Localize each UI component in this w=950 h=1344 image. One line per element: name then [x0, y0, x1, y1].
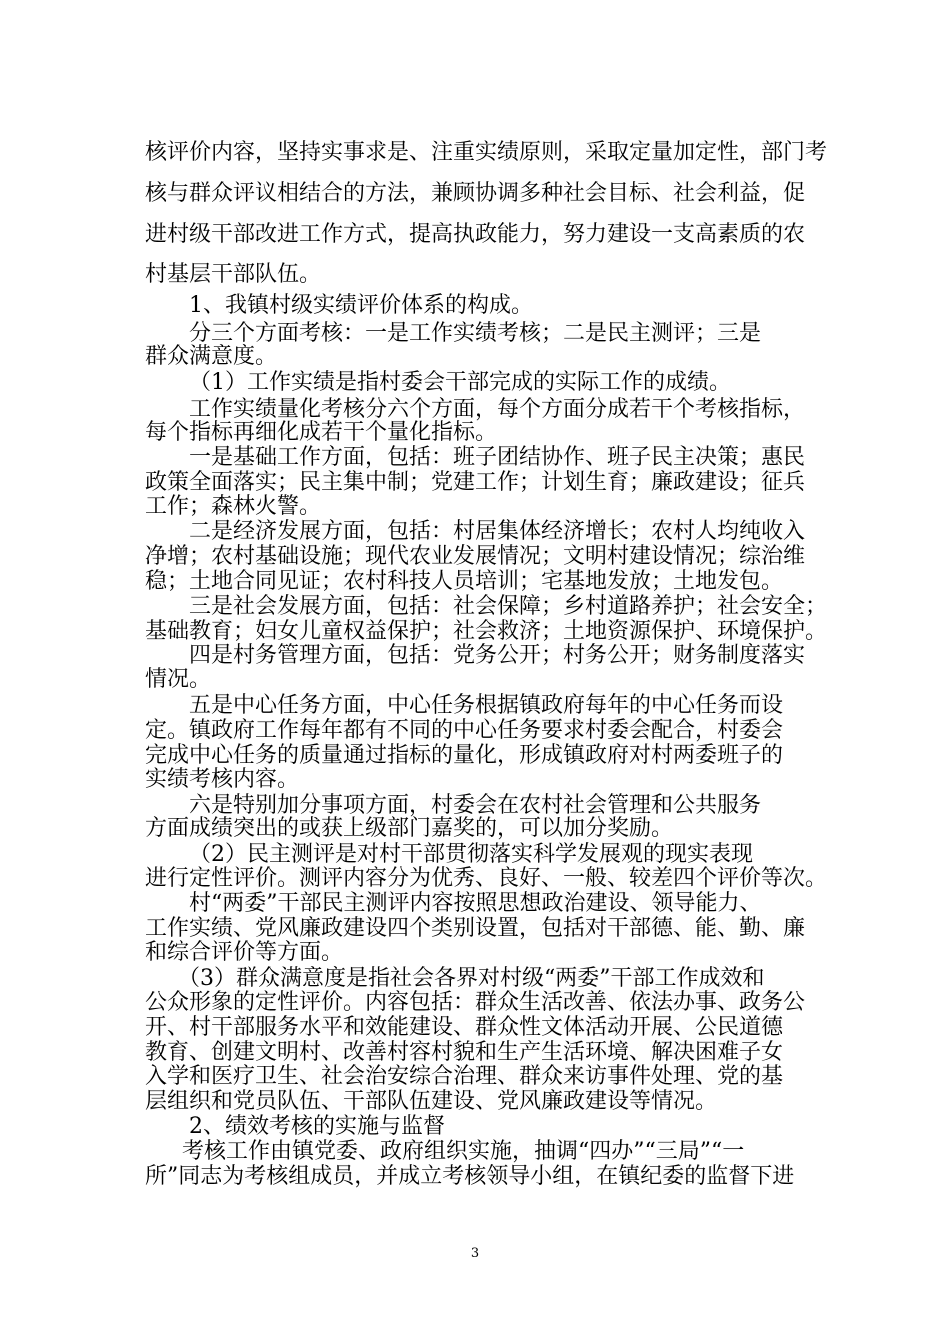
line-text: 开、村干部服务水平和效能建设、群众性文体活动开展、公民道德 [145, 1015, 784, 1040]
text-line [0, 966, 950, 992]
line-text: 所”同志为考核组成员，并成立考核领导小组，在镇纪委的监督下进 [145, 1164, 795, 1189]
text-line [0, 643, 950, 669]
text-line [0, 470, 950, 496]
text-line [0, 1164, 950, 1190]
text-line [0, 222, 950, 248]
line-text: 层组织和党员队伍、干部队伍建设、党风廉政建设等情况。 [145, 1089, 718, 1114]
line-text: 政策全面落实；民主集中制；党建工作；计划生育；廉政建设；征兵 [145, 470, 806, 495]
line-text: 情况。 [145, 667, 212, 692]
line-text: 进村级干部改进工作方式，提高执政能力，努力建设一支高素质的农 [145, 222, 806, 247]
line-text: 定。镇政府工作每年都有不同的中心任务要求村委会配合，村委会 [145, 718, 784, 743]
line-text: 稳；土地合同见证；农村科技人员培训；宅基地发放；土地发包。 [145, 569, 784, 594]
line-text: 分三个方面考核：一是工作实绩考核；二是民主测评；三是 [189, 321, 762, 346]
section-heading [0, 1114, 950, 1140]
text-line [0, 181, 950, 207]
line-text: 村基层干部队伍。 [145, 262, 322, 287]
line-text: 工作实绩量化考核分六个方面，每个方面分成若干个考核指标， [189, 397, 806, 422]
line-text: （2）民主测评是对村干部贯彻落实科学发展观的现实表现 [189, 842, 753, 867]
text-line [0, 140, 950, 166]
line-text: 进行定性评价。测评内容分为优秀、良好、一般、较差四个评价等次。 [145, 866, 828, 891]
line-text: 和综合评价等方面。 [145, 940, 344, 965]
text-line [0, 544, 950, 570]
text-line [0, 445, 950, 471]
text-line [0, 420, 950, 446]
line-text: 五是中心任务方面，中心任务根据镇政府每年的中心任务而设 [189, 693, 784, 718]
line-text: 入学和医疗卫生、社会治安综合治理、群众来访事件处理、党的基 [145, 1064, 784, 1089]
text-line [0, 1015, 950, 1041]
text-line [0, 743, 950, 769]
line-text: 基础教育；妇女儿童权益保护；社会救济；土地资源保护、环境保护。 [145, 619, 828, 644]
text-line [0, 569, 950, 595]
text-line [0, 344, 950, 370]
line-text: 核与群众评议相结合的方法，兼顾协调多种社会目标、社会利益，促 [145, 181, 806, 206]
text-line [0, 842, 950, 868]
line-text: 三是社会发展方面，包括：社会保障；乡村道路养护；社会安全； [189, 594, 828, 619]
line-text: 群众满意度。 [145, 344, 278, 369]
line-text: （1）工作实绩是指村委会干部完成的实际工作的成绩。 [189, 370, 731, 395]
text-line [0, 718, 950, 744]
text-line [0, 1089, 950, 1115]
line-text: 教育、创建文明村、改善村容村貌和生产生活环境、解决困难子女 [145, 1040, 784, 1065]
line-text: 工作实绩、党风廉政建设四个类别设置，包括对干部德、能、勤、廉 [145, 916, 806, 941]
text-line [0, 816, 950, 842]
text-line [0, 1040, 950, 1066]
text-line [0, 866, 950, 892]
text-line [0, 262, 950, 288]
text-line [0, 370, 950, 396]
line-text: 核评价内容，坚持实事求是、注重实绩原则，采取定量加定性，部门考 [145, 140, 828, 165]
line-text: （3）群众满意度是指社会各界对村级“两委”干部工作成效和 [178, 966, 765, 991]
text-line [0, 767, 950, 793]
section-heading [0, 293, 950, 319]
line-text: 工作；森林火警。 [145, 494, 322, 519]
line-text: 净增；农村基础设施；现代农业发展情况；文明村建设情况；综治维 [145, 544, 806, 569]
text-line [0, 940, 950, 966]
line-text: 村“两委”干部民主测评内容按照思想政治建设、领导能力、 [189, 891, 762, 916]
text-line [0, 594, 950, 620]
line-text: 二是经济发展方面，包括：村居集体经济增长；农村人均纯收入 [189, 519, 806, 544]
line-text: 完成中心任务的质量通过指标的量化，形成镇政府对村两委班子的 [145, 743, 784, 768]
line-text: 考核工作由镇党委、政府组织实施，抽调“四办”“三局”“一 [182, 1139, 745, 1164]
text-line [0, 990, 950, 1016]
text-line [0, 494, 950, 520]
text-line [0, 619, 950, 645]
text-line [0, 1064, 950, 1090]
text-line [0, 693, 950, 719]
text-line [0, 519, 950, 545]
line-text: 1、我镇村级实绩评价体系的构成。 [189, 293, 533, 318]
line-text: 一是基础工作方面，包括：班子团结协作、班子民主决策；惠民 [189, 445, 806, 470]
line-text: 2、绩效考核的实施与监督 [189, 1114, 445, 1139]
page-number: 3 [470, 1246, 480, 1261]
line-text: 每个指标再细化成若干个量化指标。 [145, 420, 498, 445]
line-text: 四是村务管理方面，包括：党务公开；村务公开；财务制度落实 [189, 643, 806, 668]
line-text: 方面成绩突出的或获上级部门嘉奖的，可以加分奖励。 [145, 816, 674, 841]
line-text: 实绩考核内容。 [145, 767, 300, 792]
line-text: 公众形象的定性评价。内容包括：群众生活改善、依法办事、政务公 [145, 990, 806, 1015]
text-line [0, 891, 950, 917]
text-line [0, 1139, 950, 1165]
line-text: 六是特别加分事项方面，村委会在农村社会管理和公共服务 [189, 793, 762, 818]
text-line [0, 667, 950, 693]
text-line [0, 916, 950, 942]
